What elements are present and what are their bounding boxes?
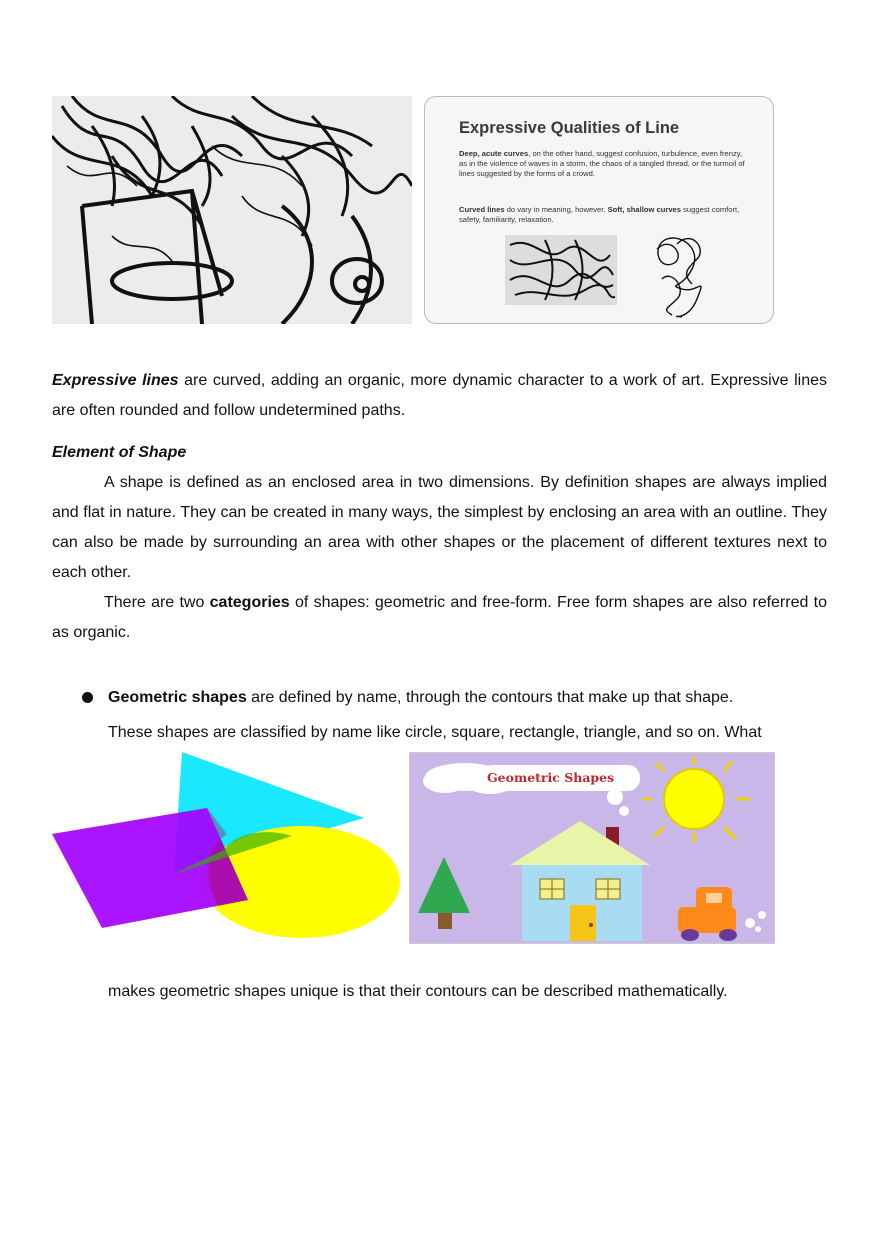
card-text-deep-curves: , on the other hand, suggest confusion, turbulence, even frenzy, as in the violence of waves in a storm, the chaos of a tangled thread, or the turmoil of lines suggested by the forms of a crowd.	[459, 149, 745, 178]
geometric-shapes-title: Geometric Shapes	[487, 770, 615, 785]
overlapping-shapes-figure	[52, 752, 402, 944]
geometric-line-3: makes geometric shapes unique is that their contours can be described mathematically.	[108, 983, 728, 1000]
card-text-curved-b: suggest comfort, safety, familiarity, relaxation.	[459, 205, 740, 224]
shape-heading	[52, 438, 827, 468]
card-title: Expressive Qualities of Line	[459, 119, 680, 137]
card-text-curved-a: do vary in meaning, however.	[504, 205, 608, 214]
shape-heading-text: Element of Shape	[52, 444, 187, 461]
geometric-line-1	[108, 683, 827, 713]
expressive-qualities-card	[424, 96, 774, 324]
tangled-thread-sample	[647, 229, 717, 321]
card-label-soft-curves: Soft, shallow curves	[607, 205, 682, 214]
geometric-text-1: are defined by name, through the contours that make up that shape.	[246, 689, 734, 706]
shape-paragraph-2	[52, 588, 827, 648]
card-paragraph-curved-lines	[459, 205, 749, 225]
card-label-curved-lines: Curved lines	[459, 205, 505, 214]
shape-para2-c: of shapes: geometric and free-form. Free form shapes are also referred to as organic.	[52, 594, 828, 641]
geometric-line-2: These shapes are classified by name like circle, square, rectangle, triangle, and so on. What	[108, 724, 762, 741]
bullet-icon	[82, 692, 93, 703]
shape-para2-a: There are two	[104, 594, 210, 611]
expressive-line-drawing	[52, 96, 412, 324]
turbulent-lines-sample	[505, 235, 617, 305]
categories-term: categories	[209, 594, 290, 611]
expressive-lines-paragraph	[52, 366, 827, 426]
card-label-deep-curves: Deep, acute curves	[459, 149, 529, 158]
geometric-shapes-illustration	[409, 752, 775, 944]
card-paragraph-deep-curves	[459, 149, 749, 179]
shape-paragraph-1: A shape is defined as an enclosed area in two dimensions. By definition shapes are always implied and flat in nature. They can be created in many ways, the simplest by enclosing an area with an outline. They can also be made by surrounding an area with other shapes or the placement of different textures next to each other.	[52, 474, 827, 581]
expressive-lines-text: are curved, adding an organic, more dynamic character to a work of art. Expressive lines are often rounded and follow undetermined paths.	[52, 372, 828, 419]
geometric-term: Geometric shapes	[108, 689, 247, 706]
expressive-lines-term: Expressive lines	[52, 372, 179, 389]
